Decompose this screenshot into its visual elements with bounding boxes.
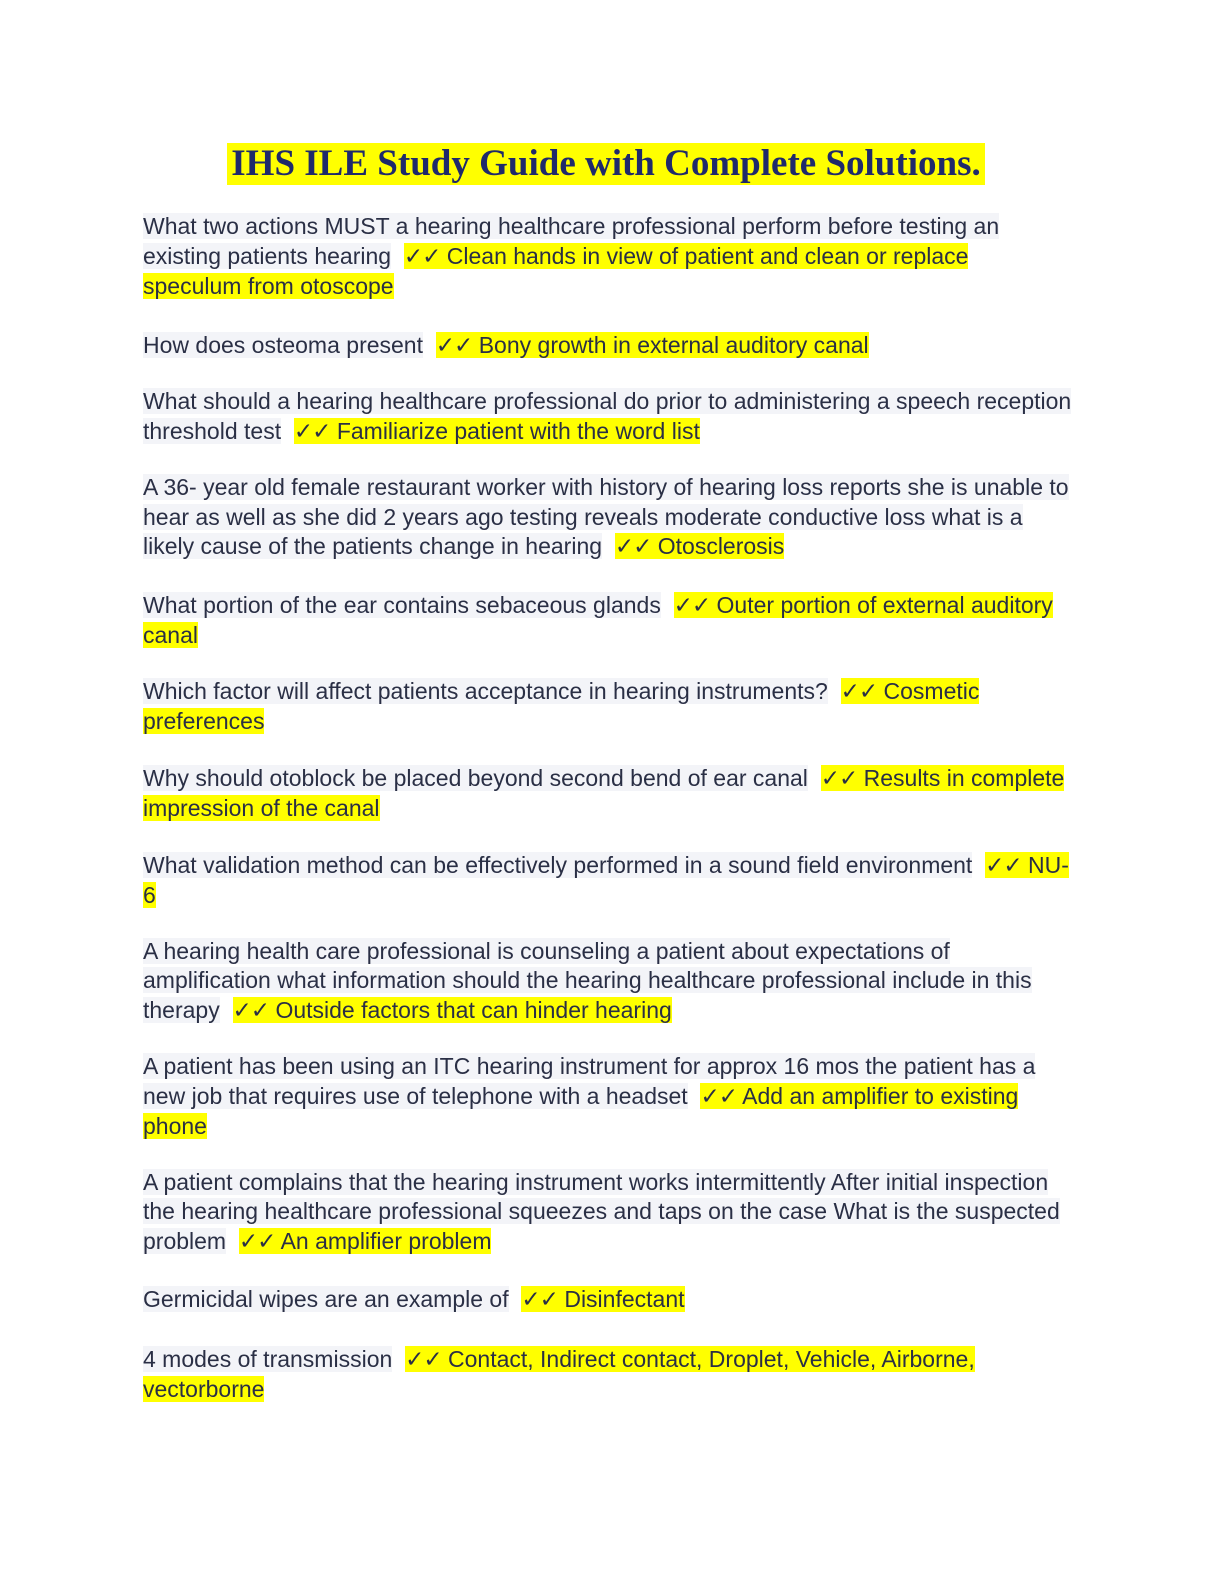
question-text: A patient has been using an ITC hearing instrument for approx 16 mos the patient has a new job that requires use of telephone with a headset: [143, 1053, 1036, 1109]
answer-highlight: [239, 1228, 492, 1254]
answer-text: Cosmetic preferences: [143, 677, 980, 734]
qa-item: [143, 387, 1073, 447]
qa-item: [143, 1345, 1073, 1405]
question-text: A hearing health care professional is counseling a patient about expectations of amplification what information should the hearing healthcare professional include in this therapy: [143, 937, 1032, 1023]
answer-text: An amplifier problem: [280, 1227, 492, 1254]
double-check-icon: ✓✓: [405, 1346, 442, 1373]
double-check-icon: ✓✓: [238, 1228, 276, 1255]
answer-highlight: [615, 533, 784, 559]
question-text: What portion of the ear contains sebaceous glands: [143, 591, 661, 618]
qa-item: [143, 851, 1073, 911]
title-wrap: [0, 143, 1224, 185]
double-check-icon: ✓✓: [293, 418, 331, 445]
qa-item: [143, 1168, 1073, 1258]
answer-highlight: [233, 997, 672, 1023]
qa-item: [143, 677, 1073, 737]
answer-text: Disinfectant: [564, 1286, 685, 1312]
qa-item: [143, 1052, 1073, 1142]
question-text: What validation method can be effectively performed in a sound field environment: [143, 851, 973, 878]
qa-item: [143, 937, 1073, 1027]
document-title: IHS ILE Study Guide with Complete Solutions.: [227, 143, 984, 185]
qa-item: [143, 764, 1073, 824]
answer-highlight: [521, 1286, 684, 1312]
double-check-icon: ✓✓: [820, 765, 858, 792]
answer-highlight: [294, 418, 700, 444]
double-check-icon: ✓✓: [521, 1287, 558, 1313]
double-check-icon: ✓✓: [403, 243, 441, 270]
question-text: Why should otoblock be placed beyond second bend of ear canal: [143, 764, 808, 791]
question-text: A patient complains that the hearing instrument works intermittently After initial inspection the hearing healthcare professional squeezes and taps on the case What is the suspected problem: [143, 1168, 1060, 1254]
answer-text: Outer portion of external auditory canal: [143, 591, 1053, 648]
answer-text: NU-6: [143, 851, 1069, 908]
double-check-icon: ✓✓: [232, 997, 270, 1024]
qa-item: [143, 473, 1073, 563]
double-check-icon: ✓✓: [435, 332, 473, 359]
answer-text: Outside factors that can hinder hearing: [275, 996, 672, 1023]
double-check-icon: ✓✓: [700, 1083, 738, 1110]
question-text: Which factor will affect patients acceptance in hearing instruments?: [143, 677, 828, 704]
answer-text: Bony growth in external auditory canal: [478, 331, 869, 358]
qa-item: [143, 591, 1073, 651]
double-check-icon: ✓✓: [985, 852, 1022, 879]
qa-item: [143, 1285, 1073, 1316]
qa-item: [143, 331, 1073, 362]
double-check-icon: ✓✓: [840, 678, 878, 705]
answer-text: Otosclerosis: [657, 533, 785, 559]
qa-item: [143, 212, 1073, 302]
qa-list: [143, 212, 1073, 1405]
question-text: 4 modes of transmission: [143, 1345, 393, 1372]
answer-highlight: [436, 332, 869, 358]
answer-text: Clean hands in view of patient and clean or replace speculum from otoscope: [143, 242, 969, 299]
question-text: Germicidal wipes are an example of: [143, 1286, 509, 1312]
answer-text: Contact, Indirect contact, Droplet, Vehicle, Airborne, vectorborne: [143, 1345, 975, 1402]
double-check-icon: ✓✓: [673, 592, 711, 619]
question-text: A 36- year old female restaurant worker with history of hearing loss reports she is unable to hear as well as she did 2 years ago testing reveals moderate conductive loss what is a likely cause of the patients change in hearing: [143, 474, 1069, 559]
question-text: What two actions MUST a hearing healthcare professional perform before testing an existing patients hearing: [143, 213, 1000, 269]
answer-text: Add an amplifier to existing phone: [143, 1082, 1019, 1139]
question-text: How does osteoma present: [143, 331, 423, 358]
double-check-icon: ✓✓: [614, 534, 652, 560]
answer-text: Results in complete impression of the canal: [143, 764, 1065, 821]
answer-text: Familiarize patient with the word list: [336, 417, 700, 444]
question-text: What should a hearing healthcare professional do prior to administering a speech reception threshold test: [143, 388, 1072, 444]
